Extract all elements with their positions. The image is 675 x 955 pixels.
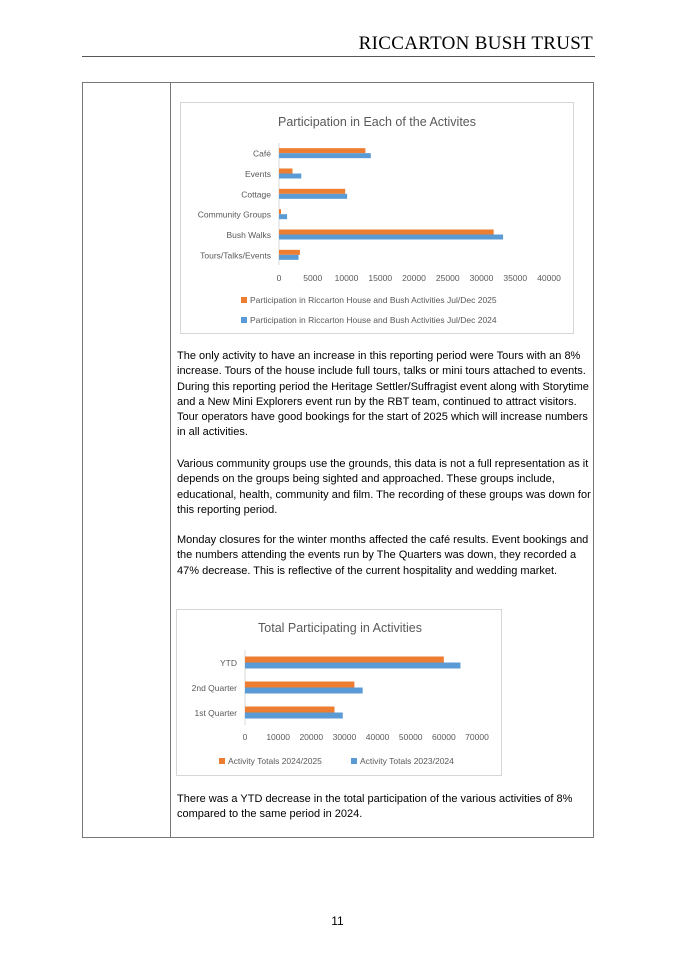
bar bbox=[279, 194, 347, 199]
bar bbox=[279, 209, 281, 214]
paragraph-ytd: There was a YTD decrease in the total participation of the various activities of 8% compared to the same period in 2024. bbox=[177, 793, 573, 821]
bar bbox=[245, 688, 363, 694]
legend-label: Participation in Riccarton House and Bush Activities Jul/Dec 2024 bbox=[250, 315, 497, 325]
bar bbox=[279, 189, 345, 194]
category-label: Bush Walks bbox=[226, 230, 271, 240]
category-label: Café bbox=[253, 148, 271, 159]
legend-swatch bbox=[241, 297, 247, 303]
tick-label: 35000 bbox=[503, 273, 528, 283]
tick-label: 15000 bbox=[368, 273, 393, 283]
bar bbox=[245, 657, 444, 663]
participation-chart-svg bbox=[181, 103, 575, 335]
category-label: Tours/Talks/Events bbox=[200, 250, 271, 261]
legend-swatch bbox=[241, 317, 247, 323]
bar bbox=[245, 713, 343, 719]
paragraph-tours: The only activity to have an increase in this reporting period were Tours with an 8% increase. Tours of the house include full tours, talks or mini tours attached to events. During this reporting period the Heritage Settler/Suffragist event along with Storytime and a New Mini Explorers event run by the RBT team, continued to attract visitors. Tour operators have good bookings for the start of 2025 which will increase numbers in all activities. bbox=[177, 350, 589, 439]
bar bbox=[245, 707, 334, 713]
tick-label: 70000 bbox=[465, 732, 489, 742]
tick-label: 20000 bbox=[299, 732, 324, 742]
document-header-title: RICCARTON BUSH TRUST bbox=[358, 33, 593, 54]
bar bbox=[279, 214, 287, 219]
tick-label: 50000 bbox=[398, 732, 423, 742]
legend-label: Activity Totals 2023/2024 bbox=[360, 756, 454, 766]
total-participation-chart-svg bbox=[177, 610, 503, 777]
tick-label: 10000 bbox=[334, 273, 359, 283]
tick-label: 20000 bbox=[402, 273, 426, 283]
tick-label: 30000 bbox=[469, 273, 494, 283]
bar bbox=[279, 255, 299, 260]
total-participation-chart bbox=[176, 609, 502, 776]
paragraph-cafe: Monday closures for the winter months affected the café results. Event bookings and the numbers attending the events run by The Quarters was down, they recorded a 47% decrease. This is reflective of the current hospitality and wedding market. bbox=[177, 534, 589, 577]
category-label: Events bbox=[245, 169, 271, 179]
page-number: 11 bbox=[331, 914, 344, 928]
category-label: 1st Quarter bbox=[194, 708, 237, 718]
table-column-divider bbox=[170, 82, 171, 838]
bar bbox=[279, 250, 300, 255]
bar bbox=[279, 148, 365, 153]
legend-label: Activity Totals 2024/2025 bbox=[228, 756, 322, 766]
tick-label: 25000 bbox=[435, 273, 460, 283]
category-label: YTD bbox=[220, 658, 237, 668]
bar bbox=[279, 235, 503, 240]
category-label: Community Groups bbox=[197, 209, 271, 220]
tick-label: 0 bbox=[242, 732, 248, 742]
bar bbox=[245, 663, 460, 669]
tick-label: 40000 bbox=[537, 273, 561, 283]
tick-label: 5000 bbox=[303, 273, 323, 283]
bar bbox=[279, 153, 371, 158]
category-label: 2nd Quarter bbox=[191, 683, 237, 693]
tick-label: 0 bbox=[276, 273, 282, 283]
bar bbox=[245, 682, 354, 688]
tick-label: 60000 bbox=[432, 732, 456, 742]
legend-swatch bbox=[351, 758, 357, 764]
category-label: Cottage bbox=[241, 189, 271, 200]
header-rule bbox=[82, 56, 595, 57]
paragraph-community-groups: Various community groups use the grounds, this data is not a full representation as it depends on the groups being sighted and approached. These groups include, educational, health, community and film. The recording of these groups was down for this reporting period. bbox=[177, 458, 591, 516]
bar bbox=[279, 230, 494, 235]
chart-title: Participation in Each of the Activites bbox=[277, 115, 477, 129]
bar bbox=[279, 169, 293, 174]
chart-title: Total Participating in Activities bbox=[258, 621, 422, 635]
bar bbox=[279, 174, 301, 179]
tick-label: 30000 bbox=[332, 732, 357, 742]
participation-chart bbox=[180, 102, 574, 334]
legend-label: Participation in Riccarton House and Bush Activities Jul/Dec 2025 bbox=[250, 295, 497, 305]
tick-label: 10000 bbox=[266, 732, 290, 742]
legend-swatch bbox=[219, 758, 225, 764]
tick-label: 40000 bbox=[365, 732, 390, 742]
